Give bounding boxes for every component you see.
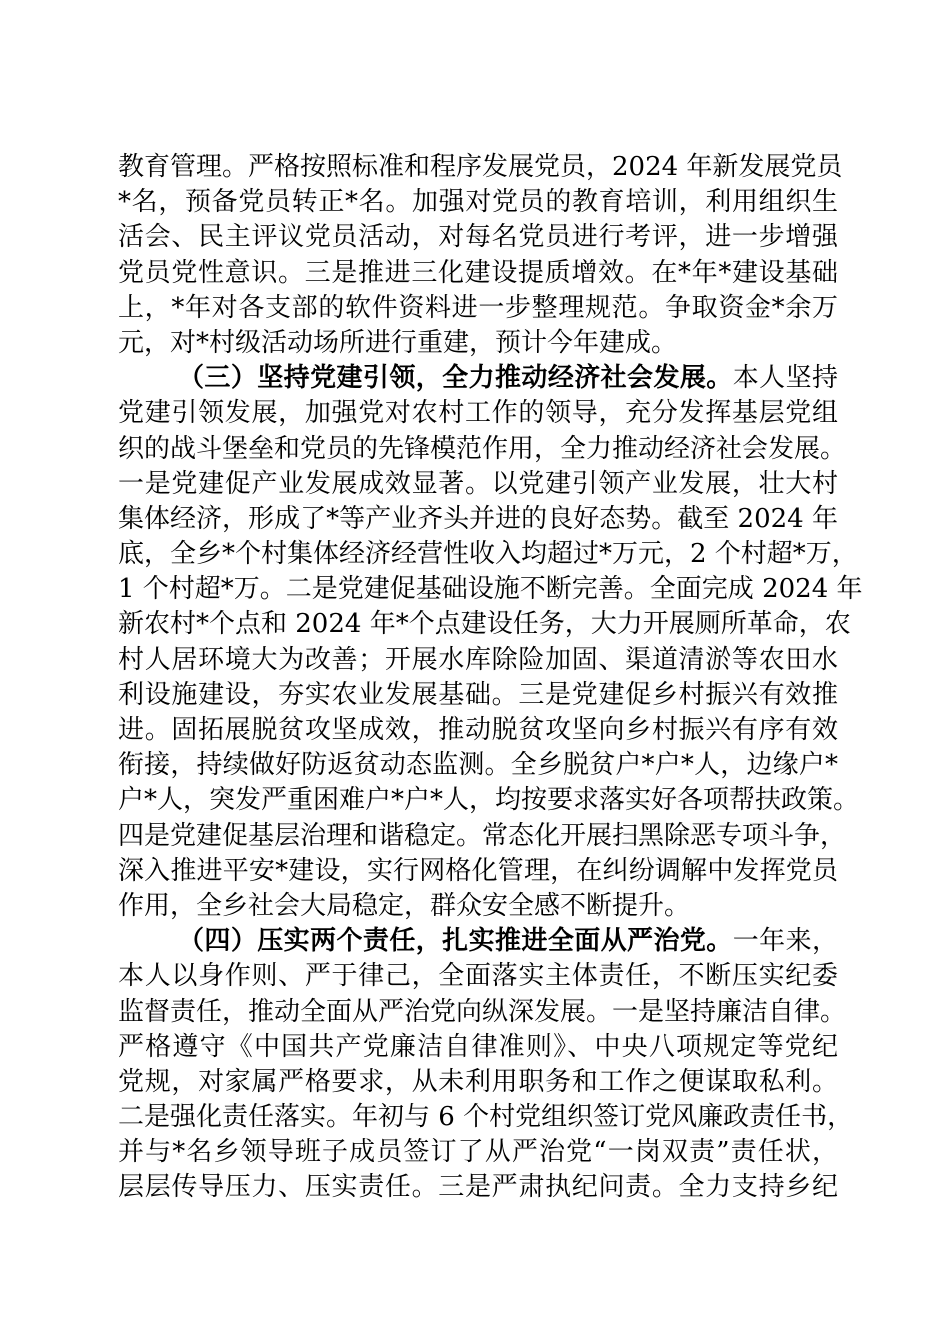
- text-line: [118, 959, 838, 994]
- paragraph-text: 党建引领发展，加强党对农村工作的领导，充分发挥基层党组: [118, 398, 838, 429]
- text-line: [118, 291, 838, 326]
- paragraph-text: 底，全乡*个村集体经济经营性收入均超过*万元，2 个村超*万，: [118, 539, 858, 570]
- text-line: [118, 537, 858, 572]
- paragraph-text: 1 个村超*万。二是党建促基础设施不断完善。全面完成 2024 年: [118, 574, 863, 605]
- paragraph-text: 二是强化责任落实。年初与 6 个村党组织签订党风廉政责任书，: [118, 1102, 854, 1133]
- paragraph-text: 深入推进平安*建设，实行网格化管理，在纠纷调解中发挥党员: [118, 855, 838, 886]
- paragraph-text: 利设施建设，夯实农业发展基础。三是党建促乡村振兴有效推: [118, 679, 838, 710]
- text-line: [118, 432, 847, 467]
- text-line: [118, 185, 838, 220]
- paragraph-text: 并与*名乡领导班子成员签订了从严治党“一岗双责”责任状，: [118, 1137, 838, 1168]
- text-line: [118, 713, 838, 748]
- paragraph-text: 本人以身作则、严于律己，全面落实主体责任，不断压实纪委: [118, 961, 838, 992]
- text-line: [118, 783, 860, 818]
- section-heading-line: [118, 924, 838, 959]
- text-line: [118, 326, 838, 361]
- text-line: [118, 607, 851, 642]
- paragraph-text: 织的战斗堡垒和党员的先锋模范作用，全力推动经济社会发展。: [118, 433, 847, 464]
- paragraph-text: 户*人，突发严重困难户*户*人，均按要求落实好各项帮扶政策。: [118, 785, 860, 816]
- paragraph-text: 衔接，持续做好防返贫动态监测。全乡脱贫户*户*人，边缘户*: [118, 750, 838, 781]
- paragraph-text: 村人居环境大为改善；开展水库除险加固、渠道清淤等农田水: [118, 644, 838, 675]
- text-line: [118, 467, 838, 502]
- paragraph-text: 教育管理。严格按照标准和程序发展党员，2024 年新发展党员: [118, 152, 843, 182]
- text-line: [118, 854, 838, 889]
- text-line: [118, 396, 838, 431]
- text-line: [118, 643, 838, 678]
- paragraph-text: 上，*年对各支部的软件资料进一步整理规范。争取资金*余万: [118, 292, 838, 323]
- text-line: [118, 1170, 838, 1205]
- section-heading-line: [118, 361, 838, 396]
- text-line: [118, 1100, 854, 1135]
- text-line: [118, 502, 838, 537]
- paragraph-text: 活会、民主评议党员活动，对每名党员进行考评，进一步增强: [118, 222, 838, 253]
- text-line: [118, 150, 843, 185]
- text-line: [118, 678, 838, 713]
- text-line: [118, 256, 838, 291]
- text-line: [118, 748, 838, 783]
- paragraph-text: 层层传导压力、压实责任。三是严肃执纪问责。全力支持乡纪: [118, 1172, 838, 1203]
- paragraph-text: 一是党建促产业发展成效显著。以党建引领产业发展，壮大村: [118, 468, 838, 499]
- paragraph-text: 监督责任，推动全面从严治党向纵深发展。一是坚持廉洁自律。: [118, 996, 847, 1027]
- text-line: [118, 1065, 838, 1100]
- paragraph-text: 一年来，: [732, 926, 838, 957]
- text-line: [118, 889, 838, 924]
- paragraph-text: 党规，对家属严格要求，从未利用职务和工作之便谋取私利。: [118, 1066, 838, 1097]
- paragraph-text: 元，对*村级活动场所进行重建，预计今年建成。: [118, 327, 678, 358]
- paragraph-text: 本人坚持: [732, 363, 838, 394]
- text-line: [118, 572, 863, 607]
- text-line: [118, 819, 847, 854]
- paragraph-text: 党员党性意识。三是推进三化建设提质增效。在*年*建设基础: [118, 257, 838, 288]
- paragraph-text: 集体经济，形成了*等产业齐头并进的良好态势。截至 2024 年: [118, 503, 838, 534]
- text-line: [118, 220, 838, 255]
- document-body: [118, 150, 863, 1206]
- paragraph-text: 严格遵守《中国共产党廉洁自律准则》、中央八项规定等党纪: [118, 1031, 838, 1062]
- paragraph-text: 进。固拓展脱贫攻坚成效，推动脱贫攻坚向乡村振兴有序有效: [118, 715, 838, 745]
- section-heading: （四）压实两个责任，扎实推进全面从严治党。: [178, 926, 733, 957]
- text-line: [118, 1030, 838, 1065]
- text-line: [118, 995, 847, 1030]
- paragraph-text: 新农村*个点和 2024 年*个点建设任务，大力开展厕所革命，农: [118, 609, 851, 640]
- section-heading: （三）坚持党建引领，全力推动经济社会发展。: [178, 363, 733, 394]
- text-line: [118, 1135, 838, 1170]
- paragraph-text: *名，预备党员转正*名。加强对党员的教育培训，利用组织生: [118, 187, 838, 218]
- paragraph-text: 作用，全乡社会大局稳定，群众安全感不断提升。: [118, 890, 691, 921]
- paragraph-text: 四是党建促基层治理和谐稳定。常态化开展扫黑除恶专项斗争，: [118, 820, 847, 851]
